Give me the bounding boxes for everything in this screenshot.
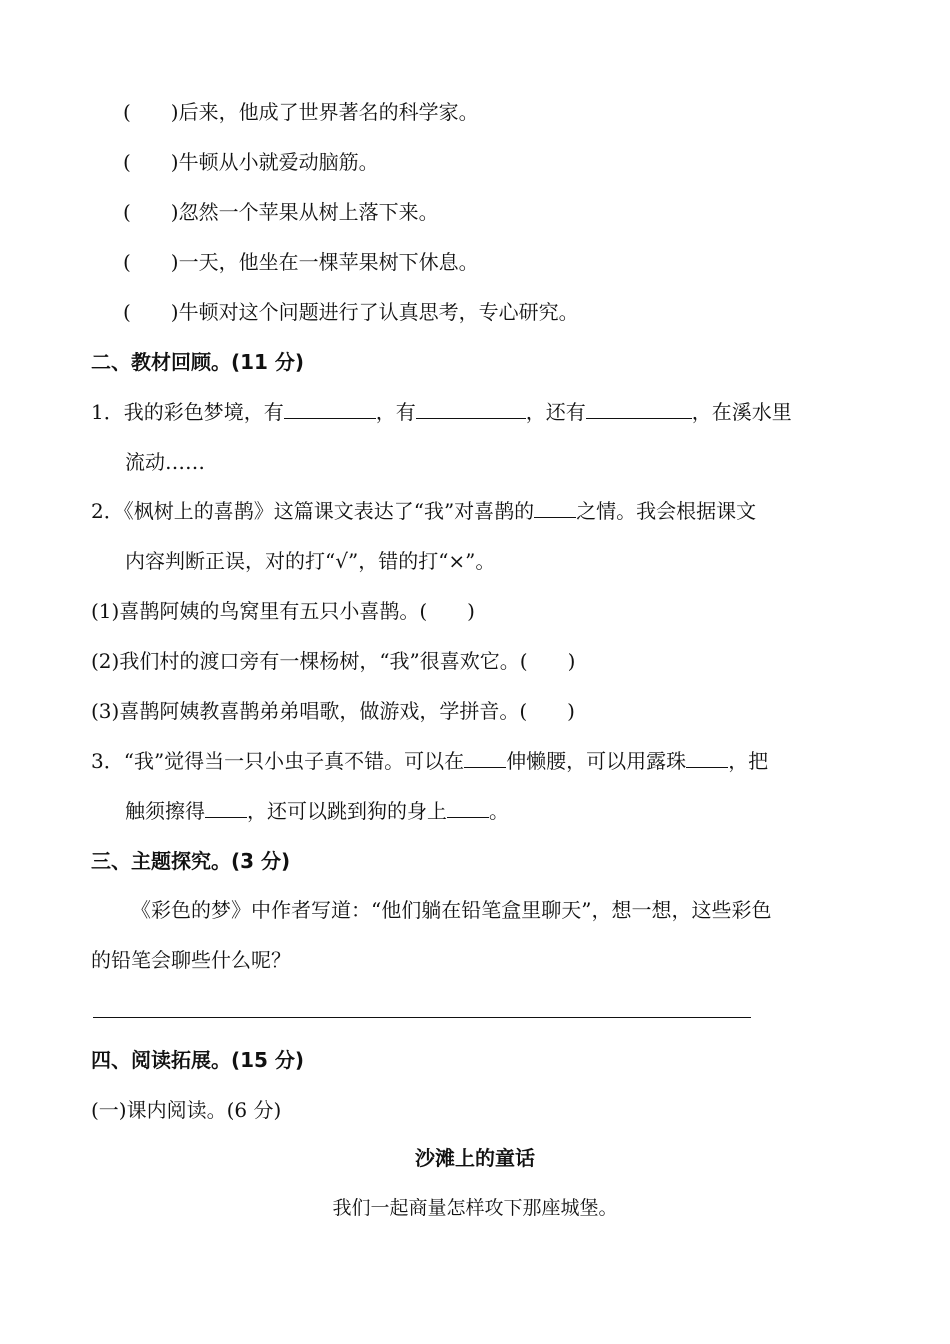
judge-item-3[interactable]: (3)喜鹊阿姨教喜鹊弟弟唱歌，做游戏，学拼音。( ) (91, 699, 575, 723)
order-item-text: 一天，他坐在一棵苹果树下休息。 (178, 250, 479, 274)
question-text: 《枫树上的喜鹊》这篇课文表达了“我”对喜鹊的 (123, 499, 535, 523)
question-3 (91, 747, 768, 775)
fill-blank-7[interactable] (205, 797, 247, 818)
answer-line[interactable] (93, 1017, 751, 1018)
order-item-5 (123, 298, 579, 326)
order-item-4 (123, 248, 479, 276)
answer-paren[interactable]: ( ) (123, 150, 179, 174)
question-1-cont: 流动…… (125, 450, 205, 474)
question-text: 。 (489, 799, 509, 823)
order-item-2 (123, 148, 379, 176)
order-item-3 (123, 198, 439, 226)
fill-blank-4[interactable] (534, 497, 576, 518)
passage-title: 沙滩上的童话 (415, 1146, 535, 1170)
section4-heading: 四、阅读拓展。(15 分) (91, 1048, 305, 1072)
order-item-text: 后来，他成了世界著名的科学家。 (178, 100, 479, 124)
question-text: 我的彩色梦境，有 (123, 400, 284, 424)
section2-heading: 二、教材回顾。(11 分) (91, 350, 305, 374)
judge-item-2[interactable]: (2)我们村的渡口旁有一棵杨树，“我”很喜欢它。( ) (91, 649, 576, 673)
judge-item-1[interactable]: (1)喜鹊阿姨的鸟窝里有五只小喜鹊。( ) (91, 599, 475, 623)
order-item-text: 忽然一个苹果从树上落下来。 (178, 200, 439, 224)
section4-subheading: (一)课内阅读。(6 分) (91, 1098, 282, 1122)
question-number: 2． (91, 499, 124, 523)
section3-heading: 三、主题探究。(3 分) (91, 849, 291, 873)
question-2 (91, 497, 756, 525)
fill-blank-1[interactable] (284, 398, 376, 419)
question-text: ，还可以跳到狗的身上 (247, 799, 447, 823)
answer-paren[interactable]: ( ) (123, 300, 179, 324)
order-item-text: 牛顿对这个问题进行了认真思考，专心研究。 (178, 300, 579, 324)
answer-paren[interactable]: ( ) (123, 100, 179, 124)
section3-prompt-line2: 的铅笔会聊些什么呢？ (91, 948, 291, 972)
question-number: 3． (91, 749, 124, 773)
question-text: ，把 (728, 749, 769, 773)
fill-blank-2[interactable] (416, 398, 526, 419)
fill-blank-6[interactable] (686, 747, 728, 768)
question-1 (91, 398, 792, 426)
question-3-cont (125, 797, 509, 825)
question-text: “我”觉得当一只小虫子真不错。可以在 (123, 749, 465, 773)
fill-blank-3[interactable] (586, 398, 692, 419)
fill-blank-8[interactable] (447, 797, 489, 818)
answer-paren[interactable]: ( ) (123, 250, 179, 274)
question-number: 1． (91, 400, 124, 424)
order-item-text: 牛顿从小就爱动脑筋。 (178, 150, 379, 174)
question-text: 触须擦得 (125, 799, 205, 823)
question-text: ，还有 (525, 400, 586, 424)
question-text: 之情。我会根据课文 (576, 499, 757, 523)
question-text: 伸懒腰，可以用露珠 (506, 749, 687, 773)
question-text: ，在溪水里 (691, 400, 792, 424)
section3-prompt-line1: 《彩色的梦》中作者写道：“他们躺在铅笔盒里聊天”，想一想，这些彩色 (131, 898, 772, 922)
fill-blank-5[interactable] (464, 747, 506, 768)
order-item-1 (123, 98, 479, 126)
question-text: ，有 (375, 400, 416, 424)
passage-first-line: 我们一起商量怎样攻下那座城堡。 (332, 1197, 618, 1219)
question-2-cont: 内容判断正误，对的打“√”，错的打“×”。 (125, 549, 496, 573)
answer-paren[interactable]: ( ) (123, 200, 179, 224)
